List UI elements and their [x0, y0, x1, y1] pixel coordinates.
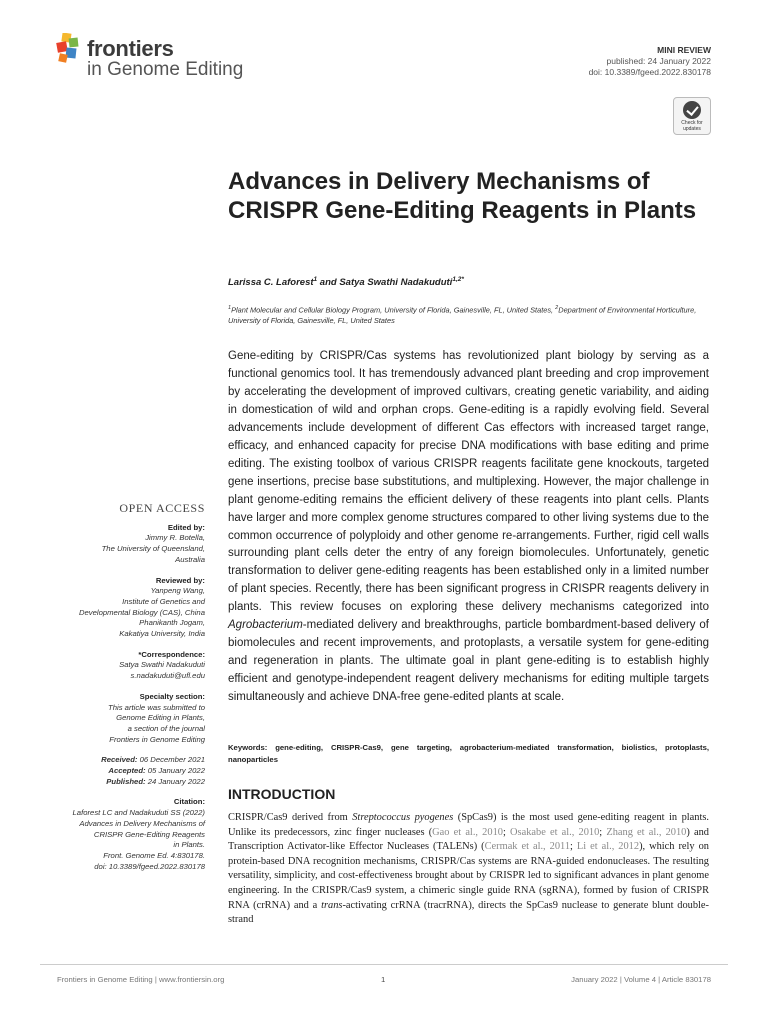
received-label: Received: [101, 755, 138, 765]
reviewer-line: Yanpeng Wang, [150, 586, 205, 596]
separator: ; [570, 841, 577, 853]
specialty-section [40, 692, 205, 746]
correspondence [40, 650, 205, 682]
footer-divider [40, 964, 728, 965]
accepted-value: 05 January 2022 [145, 766, 205, 776]
footer-issue-info: January 2022 | Volume 4 | Article 830178 [571, 975, 711, 984]
body-text: (SpCas9) is the most used gene-editing reagent in plants. Unlike its predecessors, zinc finger nucleases ( [228, 812, 709, 838]
page-number: 1 [381, 975, 386, 984]
correspondent-email[interactable]: s.nadakuduti@ufl.edu [130, 671, 205, 681]
reviewed-by [40, 576, 205, 640]
published-label: Published: [106, 776, 146, 786]
citation-line: in Plants. [173, 840, 205, 850]
specialty-line: Frontiers in Genome Editing [109, 734, 205, 744]
abstract-italic: Agrobacterium [228, 619, 303, 632]
affiliations [228, 303, 718, 326]
check-for-updates-button[interactable] [673, 97, 711, 135]
author-name[interactable]: Larissa C. Laforest [228, 277, 314, 289]
published-value: 24 January 2022 [145, 776, 205, 786]
affiliation-marker: 1,2 [452, 276, 462, 283]
received-date [40, 755, 205, 766]
affiliation-marker: 1 [313, 276, 318, 283]
brand-name: frontiers [87, 36, 174, 61]
article-meta [589, 45, 711, 78]
check-updates-label: Check for updates [681, 120, 703, 132]
reviewer-line: Kakatiya University, India [119, 629, 205, 639]
citation-link[interactable]: Zhang et al., 2010 [606, 826, 687, 838]
history-dates [40, 755, 205, 787]
correspondence-label: *Correspondence: [138, 649, 205, 659]
citation-link[interactable]: Osakabe et al., 2010 [510, 826, 600, 838]
frontiers-logo-icon [56, 33, 82, 65]
edited-by-label: Edited by: [167, 522, 205, 532]
article-sidebar [40, 503, 205, 882]
published-date-side [40, 777, 205, 788]
reviewer-line: Institute of Genetics and [122, 596, 205, 606]
body-text: -activating crRNA (tracrRNA), directs the SpCas9 nuclease to generate blunt double-strand [228, 899, 709, 926]
specialty-label: Specialty section: [139, 691, 205, 701]
citation-link[interactable]: Gao et al., 2010 [432, 826, 503, 838]
article-title: Advances in Delivery Mechanisms of CRISPR Gene-Editing Reagents in Plants [228, 168, 697, 224]
author-name[interactable]: Satya Swathi Nadakuduti [339, 277, 453, 289]
reviewer-line: Phanikanth Jogam, [139, 618, 205, 628]
doi-link[interactable]: doi: 10.3389/fgeed.2022.830178 [588, 67, 711, 77]
citation [40, 797, 205, 872]
editor-line: Jimmy R. Botella, [145, 533, 205, 543]
article-type: MINI REVIEW [657, 45, 711, 55]
citation-link[interactable]: Li et al., 2012 [576, 841, 640, 853]
footer-journal-link[interactable]: Frontiers in Genome Editing | www.frontiersin.org [57, 975, 225, 984]
citation-link[interactable]: Cermak et al., 2011 [484, 841, 571, 853]
reviewed-by-label: Reviewed by: [155, 575, 205, 585]
journal-logo[interactable] [56, 33, 246, 83]
open-access-label: OPEN ACCESS [119, 501, 205, 515]
accepted-label: Accepted: [108, 766, 146, 776]
accepted-date [40, 766, 205, 777]
separator: ; [502, 826, 511, 838]
author-separator: and [317, 277, 340, 289]
affiliation-number: 2 [555, 305, 559, 311]
body-text: ) and Transcription Activator-like Effector Nucleases (TALENs) ( [228, 826, 710, 853]
citation-doi[interactable]: doi: 10.3389/fgeed.2022.830178 [94, 861, 205, 871]
published-date: published: 24 January 2022 [606, 56, 711, 66]
introduction-text [228, 811, 709, 928]
abstract-text: -mediated delivery and breakthroughs, particle bombardment-based delivery of biomolecules and recent improvements, and protoplasts, a versatile system for gene-editing and regeneration in plants. The ultimate goal in plant gene-editing is to establish highly efficient and genotype-independent reagent delivery mechanisms for editing multiple targets simultaneously and achieve DNA-free gene-edited plants at scale. [228, 619, 709, 704]
specialty-line: Genome Editing in Plants, [116, 713, 205, 723]
affiliation-text: Department of Environmental Horticulture, University of Florida, Gainesville, FL, United States [228, 305, 697, 326]
affiliation-text: Plant Molecular and Cellular Biology Program, University of Florida, Gainesville, FL, United States, [231, 305, 556, 315]
italic-term: trans [321, 899, 343, 911]
editor-line: Australia [175, 554, 205, 564]
citation-line: CRISPR Gene-Editing Reagents [93, 829, 205, 839]
specialty-line: This article was submitted to [108, 702, 205, 712]
citation-line: Laforest LC and Nadakuduti SS (2022) [72, 808, 205, 818]
abstract [228, 348, 709, 707]
abstract-text: Gene-editing by CRISPR/Cas systems has revolutionized plant biology by serving as a functional genomics tool. It has tremendously advanced plant breeding and crop improvement by accelerating the development of improved cultivars, creating genetic variability, and aiding in domestication of wild and orphan crops. Gene-editing is a rapidly evolving field. Several advancements include development of different Cas effectors with increased target range, efficacy, and enhanced capacity for precise DNA modifications with base editing and prime editing. The existing toolbox of various CRISPR reagents facilitate gene knockouts, targeted gene insertions, precise base substitutions, and multiplexing. However, the major challenge in plant genome-editing remains the efficient delivery of these reagents into plant cells. Plants have larger and more complex genome structures compared to other living systems due to the common occurrence of polyploidy and other genome re-arrangements. Further, rigid cell walls surrounding plant cells deter the entry of any foreign biomolecules. Unfortunately, genetic transformation to deliver gene-editing reagents has been established only in a limited number of plant species. Recently, there has been significant progress in CRISPR reagents delivery in plants. This review focuses on exploring these delivery mechanisms categorized into [228, 350, 709, 614]
citation-line: Front. Genome Ed. 4:830178. [103, 850, 205, 860]
section-heading: INTRODUCTION [228, 786, 336, 802]
edited-by [40, 523, 205, 566]
keywords: Keywords: gene-editing, CRISPR-Cas9, gene targeting, agrobacterium-mediated transformation, biolistics, protoplasts, nanoparticles [228, 743, 709, 764]
specialty-line: a section of the journal [127, 723, 205, 733]
journal-name: in Genome Editing [87, 59, 244, 80]
citation-label: Citation: [173, 797, 205, 807]
author-list [228, 276, 464, 288]
check-updates-icon [683, 101, 701, 119]
species-name: Streptococcus pyogenes [352, 812, 454, 823]
reviewer-line: Developmental Biology (CAS), China [78, 607, 205, 617]
correspondent-name: Satya Swathi Nadakuduti [119, 660, 205, 670]
citation-line: Advances in Delivery Mechanisms of [79, 818, 205, 828]
separator: ; [599, 826, 607, 838]
affiliation-number: 1 [228, 305, 232, 311]
received-value: 06 December 2021 [137, 755, 205, 765]
editor-line: The University of Queensland, [101, 544, 205, 554]
body-text: ), which rely on protein-based DNA recognition mechanisms, CRISPR/Cas systems are RNA-guided endonucleases. The resulting versatility, simplicity, and cost-effectiveness brought about by CRISPR led to significant advances in plant genome engineering. In the CRISPR/Cas9 system, a chimeric single guide RNA (sgRNA), formed by fusion of CRISPR RNA (crRNA) and a [228, 841, 709, 911]
corresponding-marker: * [461, 276, 464, 283]
body-text: CRISPR/Cas9 derived from [228, 812, 353, 823]
